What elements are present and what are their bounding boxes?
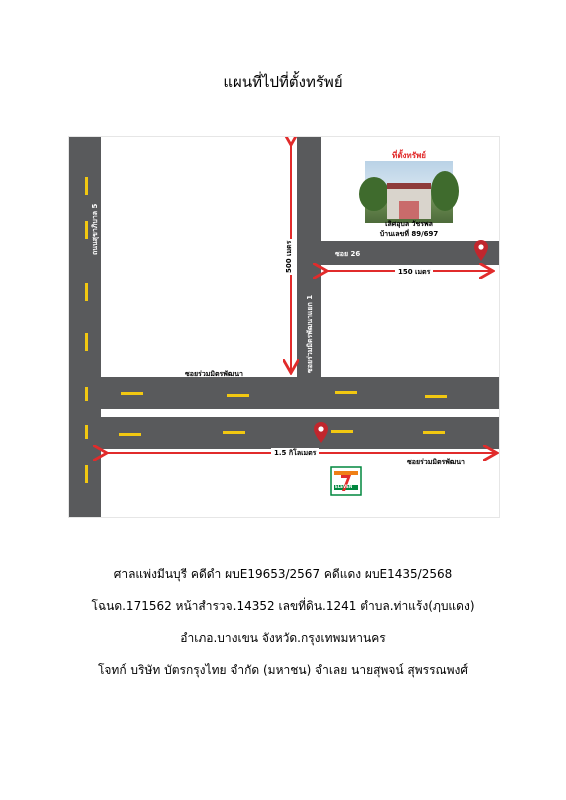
property-photo xyxy=(365,149,453,219)
owner-name: เลิศอุบล วัชรพล xyxy=(385,220,433,228)
location-map xyxy=(68,136,500,518)
page-title: แผนที่ไปที่ตั้งทรัพย์ xyxy=(223,73,343,91)
seven-eleven-logo-icon xyxy=(331,467,361,495)
seven-eleven-text: ELEVEN xyxy=(335,484,353,489)
house-gate-shape xyxy=(399,201,419,219)
case-info-line1: ศาลแพ่งมีนบุรี คดีดำ ผบE19653/2567 คดีแดง ผบE1435/2568 xyxy=(113,567,453,581)
soi-26-label: ซอย 26 xyxy=(335,250,361,258)
property-label: ที่ตั้งทรัพย์ xyxy=(392,151,426,160)
distance-1-5km-label: 1.5 กิโลเมตร xyxy=(271,448,319,459)
distance-150m-label: 150 เมตร xyxy=(395,267,433,278)
property-owner xyxy=(365,219,453,239)
property-image xyxy=(365,161,453,223)
road-sukhaphiban5-label: ถนนสุขาภิบาล 5 xyxy=(91,203,99,255)
case-info-line4: โจทก์ บริษัท บัตรกรุงไทย จำกัด (มหาชน) จำเลย นายสุพจน์ สุพรรณพงศ์ xyxy=(97,663,469,677)
road-soi-mitr-1-label: ซอยร่วมมิตรพัฒนาแยก 1 xyxy=(306,294,314,373)
case-info-line3: อำเภอ.บางเขน จังหวัด.กรุงเทพมหานคร xyxy=(180,631,386,645)
tree-shape xyxy=(431,171,459,211)
distance-500m-label: 500 เมตร xyxy=(285,240,293,273)
road-soi-mitr-bottom-label: ซอยร่วมมิตรพัฒนา xyxy=(407,458,465,466)
road-soi-mitr-top-label: ซอยร่วมมิตรพัฒนา xyxy=(185,370,243,378)
case-info-line2: โฉนด.171562 หน้าสำรวจ.14352 เลขที่ดิน.1241 ตำบล.ท่าแร้ง(ฦบแดง) xyxy=(91,599,475,613)
location-pin-icon xyxy=(474,240,488,261)
tree-shape xyxy=(359,177,389,211)
house-number: บ้านเลขที่ 89/697 xyxy=(379,230,439,238)
location-pin-icon xyxy=(314,422,328,443)
